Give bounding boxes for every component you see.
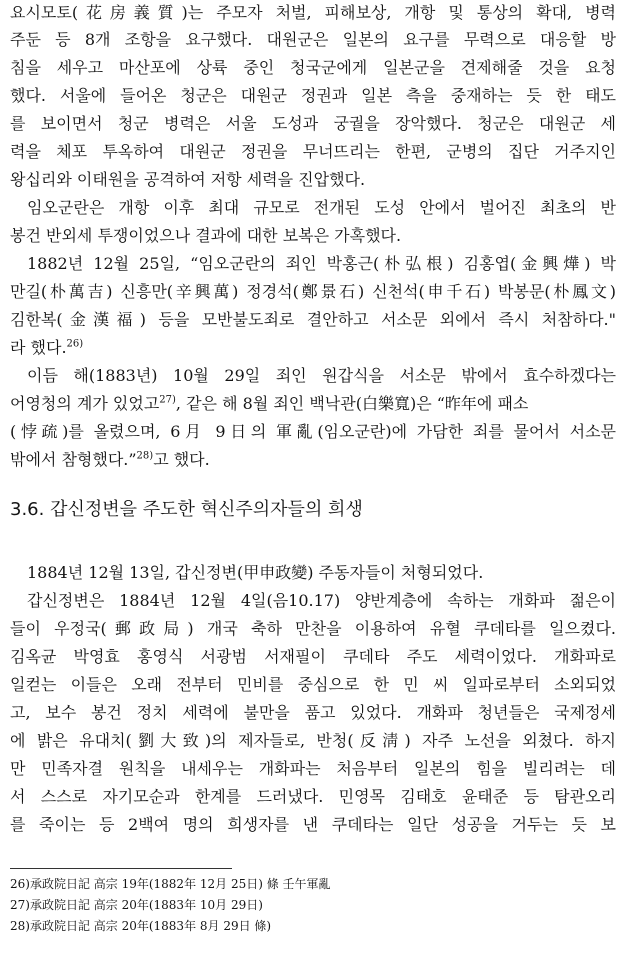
text-line: 임오군란은 개항 이후 최대 규모로 전개된 도성 안에서 벌어진 최초의 반 [27,198,616,217]
text-line: 왕십리와 이태원을 공격하여 저항 세력을 진압했다. [10,170,366,189]
text-line: 를 죽이는 등 2백여 명의 희생자를 낸 쿠데타는 일단 성공을 거두는 듯 보 [10,815,616,834]
text-segment: 라 했다. [10,338,67,357]
text-line: 김한복(金漢福) 등을 모반불도죄로 결안하고 서소문 외에서 즉시 처참하다." [10,310,616,329]
text-line: 침을 세우고 마산포에 상륙 중인 청국군에게 일본군을 견제해줄 것을 요청 [10,58,616,77]
text-line: 했다. 서울에 들어온 청군은 대원군 정권과 일본 측을 중재하는 듯 한 태도 [10,86,616,105]
footnote-divider [10,868,232,869]
text-line: 서 스스로 자기모순과 한계를 드러냈다. 민영목 김태호 윤태준 등 탐관오리 [10,787,616,806]
text-line: 만 민족자결 원칙을 내세우는 개화파는 처음부터 일본의 힘을 빌리려는 데 [10,759,616,778]
text-segment: 고 했다. [153,450,210,469]
footnote-ref: 28) [136,450,154,462]
text-line: 들이 우정국(郵政局) 개국 축하 만찬을 이용하여 유혈 쿠데타를 일으켰다. [10,619,616,638]
text-line: 주둔 등 8개 조항을 요구했다. 대원군은 일본의 요구를 무력으로 대응할 방 [10,30,616,49]
text-line: 1882년 12월 25일, “임오군란의 죄인 박홍근(朴弘根) 김홍엽(金興燁) 박 [27,254,616,273]
text-line: 이듬 해(1883년) 10월 29일 죄인 원갑식을 서소문 밖에서 효수하겠다는 [27,366,616,385]
text-line: 1884년 12월 13일, 갑신정변(甲申政變) 주동자들이 처형되었다. [27,563,484,582]
text-line: 력을 체포 투옥하여 대원군 정권을 무너뜨리는 한편, 군병의 집단 거주지인 [10,142,616,161]
text-line: 만길(朴萬吉) 신흥만(辛興萬) 정경석(鄭景石) 신천석(申千石) 박봉문(朴鳳文) [10,282,616,301]
section-heading: 3.6. 갑신정변을 주도한 혁신주의자들의 희생 [10,499,363,520]
text-segment: 어영청의 계가 있었고 [10,394,160,413]
text-line [10,393,616,415]
text-line [10,337,616,359]
footnote: 27)承政院日記 高宗 20年(1883年 10月 29日) [10,898,263,912]
footnote: 28)承政院日記 高宗 20年(1883年 8月 29日 條) [10,919,272,933]
text-line: 를 보이면서 청군 병력은 서울 도성과 궁궐을 장악했다. 청군은 대원군 세 [10,114,616,133]
text-line: 에 밝은 유대치(劉大致)의 제자들로, 반청(反淸) 자주 노선을 외쳤다. 하지 [10,731,616,750]
footnote-ref: 26) [66,338,84,350]
text-line: 요시모토(花房義質)는 주모자 처벌, 피해보상, 개항 및 통상의 확대, 병력 [10,3,616,22]
footnote: 26)承政院日記 高宗 19年(1882年 12月 25日) 條 壬午軍亂 [10,877,331,891]
text-line: 일컫는 이들은 오래 전부터 민비를 중심으로 한 민 씨 일파로부터 소외되었 [10,675,616,694]
text-segment: 밖에서 참형했다.” [10,450,137,469]
text-line: 갑신정변은 1884년 12월 4일(음10.17) 양반계층에 속하는 개화파 젊은이 [27,591,616,610]
text-line: (悖疏)를 올렸으며, 6月 9日의 軍亂(임오군란)에 가담한 죄를 물어서 서소문 [10,422,616,441]
footnote-ref: 27) [159,394,176,406]
text-line: 고, 보수 봉건 정치 세력에 불만을 품고 있었다. 개화파 청년들은 국제정세 [10,703,616,722]
text-line: 봉건 반외세 투쟁이었으나 결과에 대한 보복은 가혹했다. [10,226,402,245]
text-segment: , 같은 해 8월 죄인 백낙관(白樂寬)은 “昨年에 패소 [175,394,529,413]
text-line [10,449,616,471]
text-line: 김옥균 박영효 홍영식 서광범 서재필이 쿠데타 주도 세력이었다. 개화파로 [10,647,616,666]
